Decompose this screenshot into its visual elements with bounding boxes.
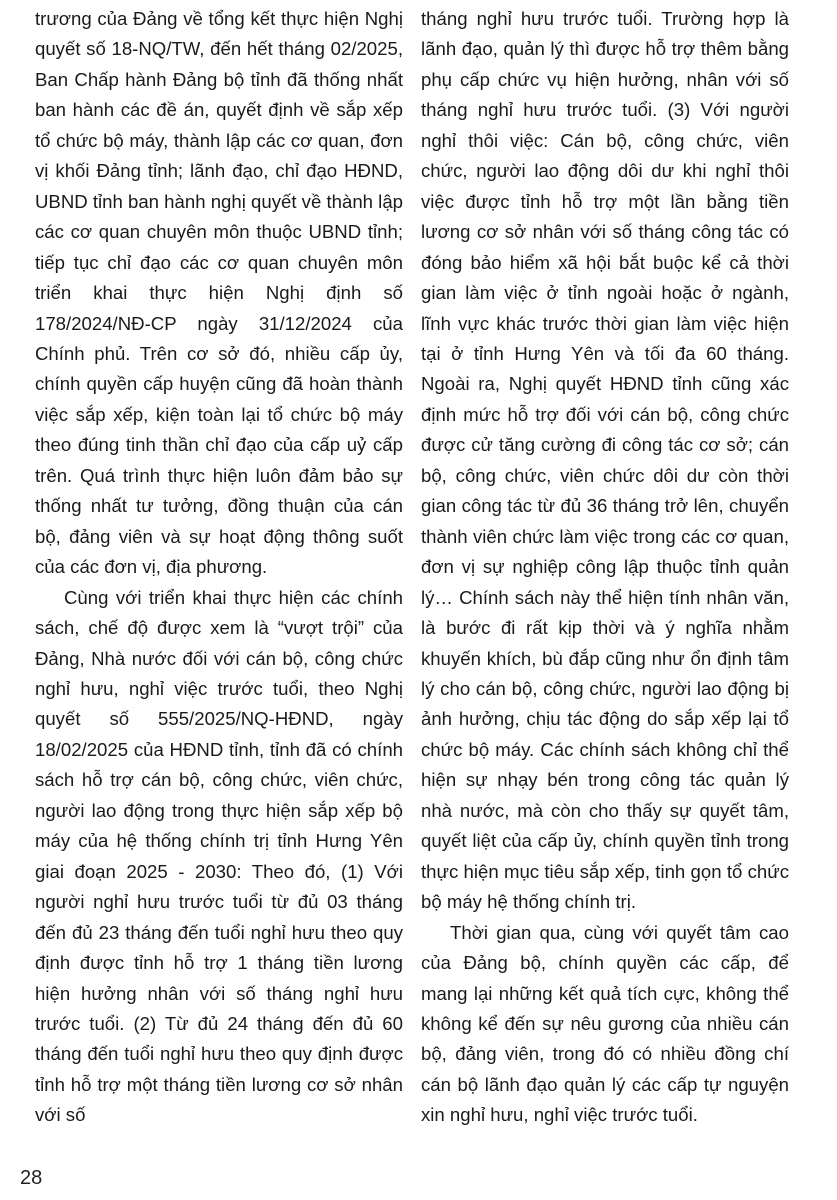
paragraph: trương của Đảng về tổng kết thực hiện Nghị quyết số 18-NQ/TW, đến hết tháng 02/2025, Ban Chấp hành Đảng bộ tỉnh đã thống nhất ban hành các đề án, quyết định về sắp xếp tổ chức bộ máy, thành lập các cơ quan, đơn vị khối Đảng tỉnh; lãnh đạo, chỉ đạo HĐND, UBND tỉnh ban hành nghị quyết về thành lập các cơ quan chuyên môn thuộc UBND tỉnh; tiếp tục chỉ đạo các cơ quan chuyên môn triển khai thực hiện Nghị định số 178/2024/NĐ-CP ngày 31/12/2024 của Chính phủ. Trên cơ sở đó, nhiều cấp ủy, chính quyền cấp huyện cũng đã hoàn thành việc sắp xếp, kiện toàn lại tổ chức bộ máy theo đúng tinh thần chỉ đạo của cấp uỷ cấp trên. Quá trình thực hiện luôn đảm bảo sự thống nhất tư tưởng, đồng thuận của cán bộ, đảng viên và sự hoạt động thông suốt của các đơn vị, địa phương. xyxy=(35,8,403,578)
left-column xyxy=(35,4,403,1131)
paragraph: Cùng với triển khai thực hiện các chính sách, chế độ được xem là “vượt trội” của Đảng, Nhà nước đối với cán bộ, công chức nghỉ hưu, nghỉ việc trước tuổi, theo Nghị quyết số 555/2025/NQ-HĐND, ngày 18/02/2025 của HĐND tỉnh, tỉnh đã có chính sách hỗ trợ cán bộ, công chức, viên chức, người lao động trong thực hiện sắp xếp bộ máy của hệ thống chính trị tỉnh Hưng Yên giai đoạn 2025 - 2030: Theo đó, (1) Với người nghỉ hưu trước tuổi từ đủ 03 tháng đến đủ 23 tháng đến tuổi nghỉ hưu theo quy định được tỉnh hỗ trợ 1 tháng tiền lương hiện hưởng nhân với số tháng nghỉ hưu trước tuổi. (2) Từ đủ 24 tháng đến đủ 60 tháng đến tuổi nghỉ hưu theo quy định được tỉnh hỗ trợ một tháng tiền lương cơ sở nhân với số xyxy=(35,586,403,1126)
paragraph: Thời gian qua, cùng với quyết tâm cao của Đảng bộ, chính quyền các cấp, để mang lại những kết quả tích cực, không thể không kể đến sự nêu gương của nhiều cán bộ, đảng viên, trong đó có nhiều đồng chí cán bộ lãnh đạo quản lý các cấp tự nguyện xin nghỉ hưu, nghỉ việc trước tuổi. xyxy=(421,921,789,1126)
right-column xyxy=(421,4,789,1131)
page-number: 28 xyxy=(20,1167,43,1189)
paragraph: tháng nghỉ hưu trước tuổi. Trường hợp là lãnh đạo, quản lý thì được hỗ trợ thêm bằng phụ cấp chức vụ hiện hưởng, nhân với số tháng nghỉ hưu trước tuổi. (3) Với người nghỉ thôi việc: Cán bộ, công chức, viên chức, người lao động dôi dư khi nghỉ thôi việc được tỉnh hỗ trợ một lần bằng tiền lương cơ sở nhân với số tháng công tác có đóng bảo hiểm xã hội bắt buộc kể cả thời gian làm việc ở tỉnh ngoài hoặc ở ngành, lĩnh vực khác trước thời gian làm việc hiện tại ở tỉnh Hưng Yên và tối đa 60 tháng. Ngoài ra, Nghị quyết HĐND tỉnh cũng xác định mức hỗ trợ đối với cán bộ, công chức được cử tăng cường đi công tác cơ sở; cán bộ, công chức, viên chức dôi dư còn thời gian công tác từ đủ 36 tháng trở lên, chuyển thành viên chức làm việc trong các cơ quan, đơn vị sự nghiệp công lập thuộc tỉnh quản lý… Chính sách này thể hiện tính nhân văn, là bước đi rất kịp thời và ý nghĩa nhằm khuyến khích, bù đắp cũng như ổn định tâm lý cho cán bộ, công chức, người lao động bị ảnh hưởng, chịu tác động do sắp xếp lại tổ chức bộ máy. Các chính sách không chỉ thể hiện sự nhạy bén trong công tác quản lý nhà nước, mà còn cho thấy sự quyết tâm, quyết liệt của cấp ủy, chính quyền tỉnh trong thực hiện mục tiêu sắp xếp, tinh gọn tổ chức bộ máy hệ thống chính trị. xyxy=(421,8,789,913)
